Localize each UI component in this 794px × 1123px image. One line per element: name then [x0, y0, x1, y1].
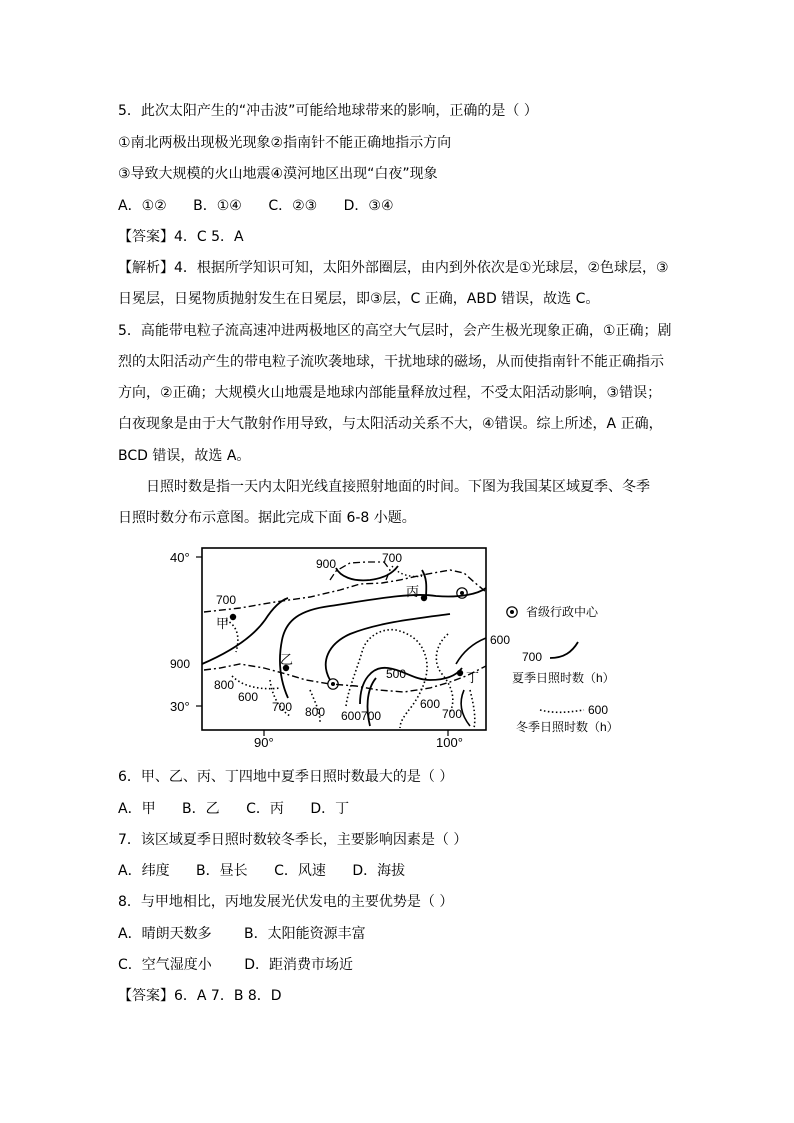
q8-option-d: D．距消费市场近	[244, 957, 354, 973]
isoline-label: 700	[216, 593, 237, 607]
analysis-line: 烈的太阳活动产生的带电粒子流吹袭地球，干扰地球的磁场，从而使指南针不能正确指示	[118, 354, 664, 370]
isoline-label: 900	[170, 657, 191, 671]
isoline-label: 700	[442, 707, 463, 721]
place-dot-bing	[421, 595, 427, 601]
q6-option-c: C．丙	[246, 801, 284, 817]
q5-options	[118, 196, 416, 216]
legend-winter-line	[540, 710, 584, 712]
q5-option-a: A．①②	[118, 198, 167, 214]
analysis-line: 5．高能带电粒子流高速冲进两极地区的高空大气层时，会产生极光现象正确，①正确；剧	[118, 323, 672, 339]
q5-option-d: D．③④	[343, 198, 394, 214]
q7-option-a: A．纬度	[118, 863, 170, 879]
winter-isoline-600-left	[232, 676, 280, 689]
isoline-label: 600	[238, 690, 259, 704]
q7-option-d: D．海拔	[352, 863, 406, 879]
q5-statement-2: ③导致大规模的火山地震④漠河地区出现“白夜”现象	[118, 166, 438, 182]
place-dot-ding	[457, 670, 463, 676]
q6-options	[118, 799, 371, 819]
answer-6-8: 【答案】6．A 7．B 8．D	[118, 988, 282, 1004]
intro-line: 日照时数是指一天内太阳光线直接照射地面的时间。下图为我国某区域夏季、冬季	[146, 479, 650, 495]
q8-option-b: B．太阳能资源丰富	[244, 926, 366, 942]
lon-label-90: 90°	[254, 735, 274, 750]
q5-option-c: C．②③	[268, 198, 318, 214]
legend-summer-line	[550, 642, 578, 658]
answer-4-5: 【答案】4．C 5．A	[118, 229, 244, 245]
lat-label-40: 40°	[170, 550, 190, 565]
analysis-line: 日冕层，日冕物质抛射发生在日冕层，即③层，C 正确，ABD 错误，故选 C。	[118, 291, 600, 307]
legend-summer-label: 夏季日照时数（h）	[512, 671, 615, 685]
capital-icon-dot	[331, 682, 335, 686]
place-dot-jia	[230, 614, 236, 620]
q6-option-a: A．甲	[118, 801, 156, 817]
q5-stem: 5．此次太阳产生的“冲击波”可能给地球带来的影响，正确的是（ ）	[118, 103, 538, 119]
isoline-label: 500	[386, 667, 407, 681]
sunshine-hours-map	[160, 540, 640, 750]
summer-isoline-500	[360, 668, 462, 704]
q6-option-d: D．丁	[310, 801, 350, 817]
isoline-label: 600	[490, 633, 511, 647]
legend-capital-label: 省级行政中心	[526, 605, 599, 619]
isoline-label: 900	[316, 557, 337, 571]
isoline-label: 600700	[341, 709, 382, 723]
summer-isoline-900-left	[202, 598, 288, 664]
lat-label-30: 30°	[170, 699, 190, 714]
q8-stem: 8．与甲地相比，丙地发展光伏发电的主要优势是（ ）	[118, 894, 454, 910]
analysis-line: BCD 错误，故选 A。	[118, 448, 251, 464]
q5-option-b: B．①④	[193, 198, 242, 214]
summer-isoline-700-br	[461, 690, 470, 726]
isoline-label: 700	[382, 551, 403, 565]
q7-stem: 7．该区域夏季日照时数较冬季长，主要影响因素是（ ）	[118, 832, 468, 848]
legend-winter-label: 冬季日照时数（h）	[516, 720, 619, 734]
q8-options-row-1	[118, 924, 394, 944]
q6-stem: 6．甲、乙、丙、丁四地中夏季日照时数最大的是（ ）	[118, 769, 454, 785]
place-label-bing: 丙	[406, 584, 420, 599]
place-label-ding: 丁	[466, 670, 480, 685]
winter-isoline-700-right	[470, 690, 475, 728]
legend-winter-value: 600	[588, 703, 609, 717]
legend-capital-icon-dot	[510, 610, 514, 614]
place-label-jia: 甲	[216, 616, 230, 631]
q7-options	[118, 861, 427, 881]
isoline-label: 800	[214, 678, 235, 692]
isoline-label: 800	[305, 705, 326, 719]
q6-option-b: B．乙	[182, 801, 220, 817]
q7-option-c: C．风速	[274, 863, 326, 879]
analysis-line: 方向，②正确；大规模火山地震是地球内部能量释放过程，不受太阳活动影响，③错误；	[118, 385, 662, 401]
q5-statement-1: ①南北两极出现极光现象②指南针不能正确地指示方向	[118, 135, 452, 151]
q8-options-row-2	[118, 955, 381, 975]
legend-summer-value: 700	[522, 650, 543, 664]
isoline-label: 700	[272, 700, 293, 714]
q7-option-b: B．昼长	[196, 863, 248, 879]
place-label-yi: 乙	[280, 652, 294, 667]
summer-isoline-900-top	[336, 566, 398, 580]
intro-line: 日照时数分布示意图。据此完成下面 6-8 小题。	[118, 510, 416, 526]
q8-option-a: A．晴朗天数多	[118, 926, 212, 942]
isoline-label: 600	[420, 697, 441, 711]
analysis-line: 【解析】4．根据所学知识可知，太阳外部圈层，由内到外依次是①光球层，②色球层，③	[118, 260, 669, 276]
q8-option-c: C．空气湿度小	[118, 957, 212, 973]
lon-label-100: 100°	[436, 735, 463, 750]
capital-icon-dot	[460, 591, 464, 595]
analysis-line: 白夜现象是由于大气散射作用导致，与太阳活动关系不大，④错误。综上所述，A 正确，	[118, 416, 663, 432]
summer-isoline-600-right	[456, 638, 486, 664]
